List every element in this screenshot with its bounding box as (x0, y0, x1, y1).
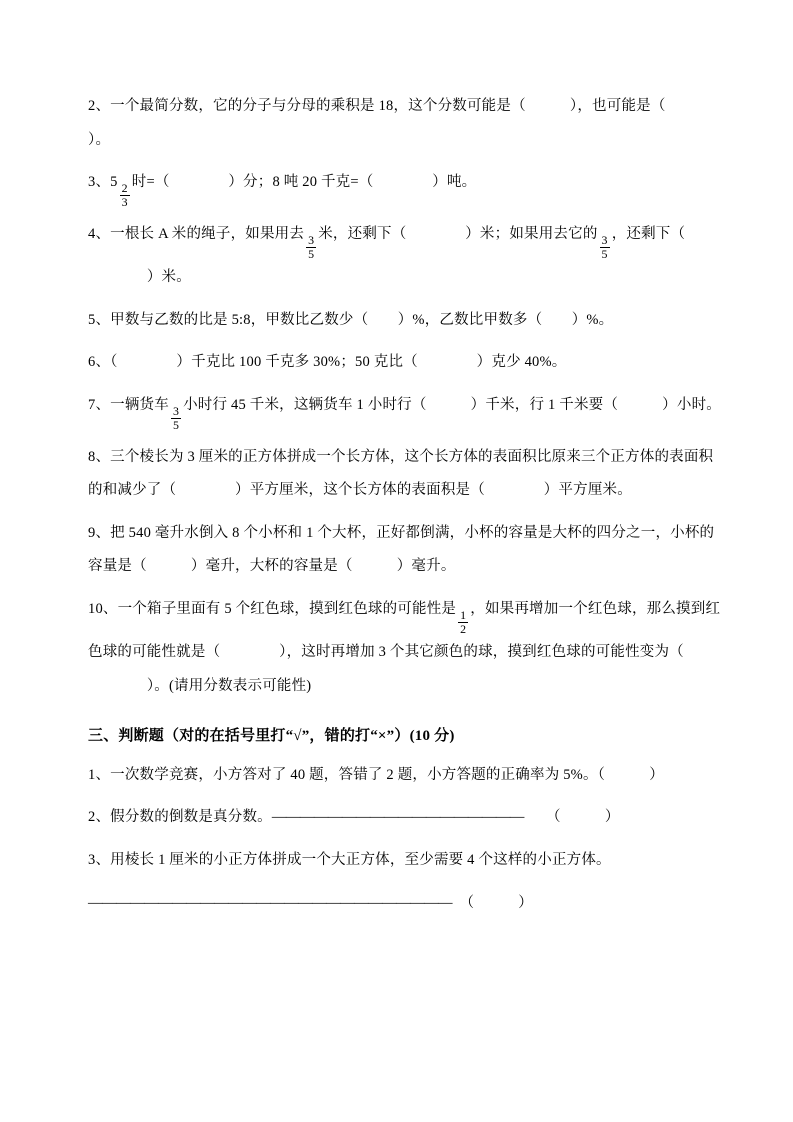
fill-in-question (88, 218, 721, 294)
question-text: ）克少 40%。 (476, 354, 567, 371)
fraction-numerator: 2 (121, 181, 128, 196)
question-text: 10、一个箱子里面有 5 个红色球，摸到红色球的可能性是 (88, 601, 457, 618)
question-text: ）分；8 吨 20 千克=（ (228, 174, 374, 191)
answer-blank[interactable] (406, 218, 465, 252)
fraction-numerator: 1 (460, 608, 467, 623)
question-text: ）平方厘米。 (543, 482, 632, 499)
question-text: 2、假分数的倒数是真分数。 (88, 809, 272, 826)
question-text: ，还剩下（ (611, 226, 686, 243)
question-text: ），也可能是（ (569, 98, 666, 114)
answer-blank[interactable] (220, 636, 279, 670)
question-text: 9、把 540 毫升水倒入 8 个小杯和 1 个大杯，正好都倒满，小杯的容量是大杯的四分之一，小杯的容量是（ (88, 524, 715, 575)
answer-blank[interactable] (118, 346, 177, 380)
answer-blank[interactable] (368, 304, 397, 338)
question-text: 1、一次数学竞赛，小方答对了 40 题，答错了 2 题，小方答题的正确率为 5%。（ (88, 766, 606, 783)
fill-in-blank-section (88, 90, 721, 703)
question-text: ） (518, 894, 533, 911)
true-false-question (88, 844, 721, 878)
true-false-question (88, 759, 721, 793)
answer-blank[interactable] (88, 261, 147, 295)
fill-in-question (88, 304, 721, 338)
fill-in-question (88, 90, 721, 157)
question-text: 时=（ (131, 174, 170, 191)
true-false-section (88, 759, 721, 921)
question-text: ）。 (88, 131, 111, 148)
question-text: 8、三个棱长为 3 厘米的正方体拼成一个长方体，这个长方体的表面积比原来三个正方体的表面积的和减少了（ (88, 448, 714, 499)
question-text: （ (452, 894, 475, 911)
fraction-denominator: 2 (460, 622, 467, 637)
section-three-heading: 三、判断题（对的在括号里打“√”，错的打“×”）(10 分) (88, 728, 455, 745)
question-text: ）%，乙数比甲数多（ (397, 311, 543, 328)
question-text: ） (604, 809, 620, 826)
answer-blank[interactable] (666, 90, 710, 124)
answer-blank[interactable] (605, 759, 649, 793)
fraction-denominator: 3 (121, 195, 128, 210)
question-text: ）千米，行 1 千米要（ (470, 396, 619, 413)
question-text: ）。(请用分数表示可能性) (146, 677, 312, 694)
fraction-denominator: 5 (601, 247, 608, 262)
question-text: ）毫升，大杯的容量是（ (190, 558, 353, 575)
fraction (120, 182, 130, 209)
dash-rule: —————————————————— (271, 809, 524, 826)
fill-in-question (88, 441, 721, 508)
fill-in-question (88, 389, 721, 432)
true-false-question (88, 887, 721, 921)
answer-blank[interactable] (618, 389, 662, 423)
fill-in-question (88, 593, 721, 703)
question-text: 3、5 (88, 174, 118, 191)
answer-blank[interactable] (373, 166, 432, 200)
question-text: 小时行 45 千米，这辆货车 1 小时行（ (183, 396, 427, 413)
question-text: ） (649, 766, 664, 783)
fill-in-question (88, 517, 721, 584)
question-text: 7、一辆货车 (88, 396, 169, 413)
question-text: ）米。 (146, 268, 191, 285)
question-text: 米，还剩下（ (318, 226, 407, 243)
question-text: ）千克比 100 千克多 30%；50 克比（ (176, 354, 418, 371)
question-text: 3、用棱长 1 厘米的小正方体拼成一个大正方体，至少需要 4 个这样的小正方体。 (88, 851, 611, 868)
question-text: ）毫升。 (396, 558, 456, 575)
question-text: ）米；如果用去它的 (465, 226, 598, 243)
answer-blank[interactable] (542, 304, 571, 338)
question-text: 4、一根长 A 米的绳子，如果用去 (88, 226, 305, 243)
answer-blank[interactable] (526, 90, 570, 124)
answer-blank[interactable] (88, 670, 147, 704)
fraction-denominator: 5 (172, 417, 180, 432)
answer-blank[interactable] (485, 474, 544, 508)
question-text: ）平方厘米，这个长方体的表面积是（ (235, 482, 485, 499)
question-text: （ (523, 809, 561, 826)
fraction-numerator: 3 (601, 233, 608, 248)
fraction (458, 609, 468, 636)
question-text: 5、甲数与乙数的比是 5:8，甲数比乙数少（ (88, 311, 369, 328)
answer-blank[interactable] (170, 166, 229, 200)
answer-blank[interactable] (147, 550, 191, 584)
fraction-numerator: 3 (308, 233, 315, 248)
answer-blank[interactable] (561, 801, 605, 835)
answer-blank[interactable] (474, 887, 518, 921)
fraction-denominator: 5 (308, 247, 315, 262)
answer-blank[interactable] (353, 550, 397, 584)
question-text: ）%。 (571, 311, 614, 328)
answer-blank[interactable] (418, 346, 477, 380)
answer-blank[interactable] (427, 389, 471, 423)
fill-in-question (88, 346, 721, 380)
fraction-numerator: 3 (172, 403, 180, 418)
true-false-question (88, 801, 721, 835)
question-text: 6、（ (88, 354, 118, 371)
dash-rule: —————————————————————————— (88, 894, 452, 911)
question-text: 2、一个最简分数，它的分子与分母的乘积是 18，这个分数可能是（ (88, 98, 526, 114)
question-text: ）小时。 (662, 396, 721, 413)
fraction (306, 234, 316, 261)
answer-blank[interactable] (176, 474, 235, 508)
question-text: ，如果再增加一个红色球，那么摸到红色球的可能性就是（ (88, 601, 721, 660)
question-text: ），这时再增加 3 个其它颜色的球，摸到红色球的可能性变为（ (279, 643, 684, 660)
fill-in-question (88, 166, 721, 209)
fraction (600, 234, 610, 261)
fraction (171, 405, 181, 432)
question-text: ）吨。 (432, 174, 477, 191)
